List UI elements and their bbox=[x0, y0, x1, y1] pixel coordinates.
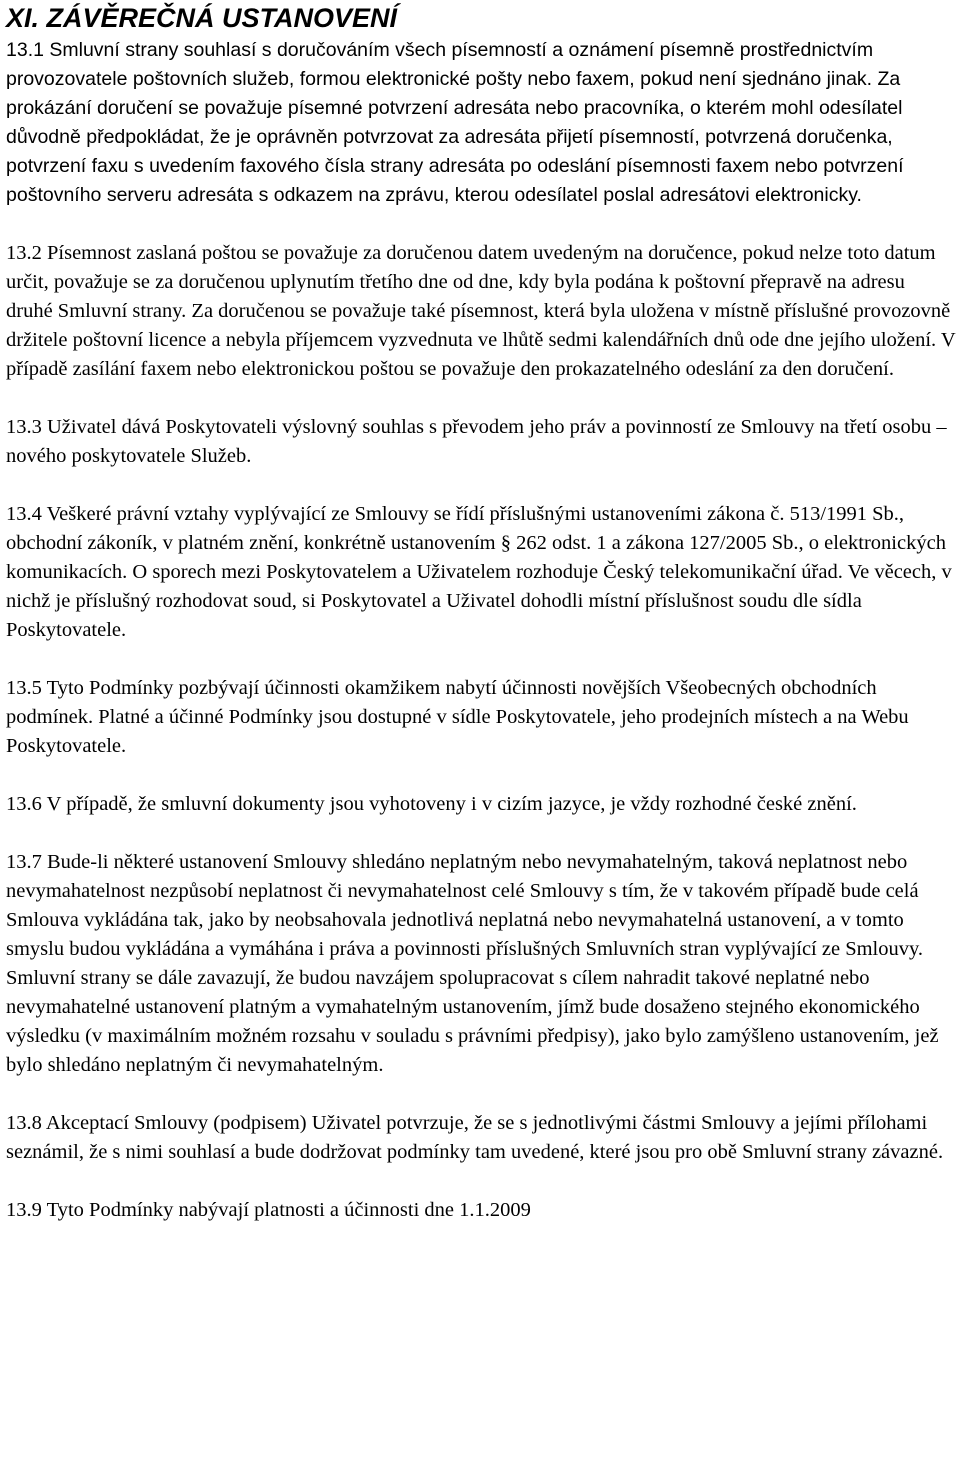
clause-paragraph bbox=[6, 1196, 956, 1225]
clause-text: 13.9 Tyto Podmínky nabývají platnosti a účinnosti dne 1.1.2009 bbox=[6, 1199, 531, 1221]
clause-paragraph bbox=[6, 674, 956, 761]
clauses-container bbox=[6, 36, 956, 1225]
clause-text: 13.5 Tyto Podmínky pozbývají účinnosti okamžikem nabytí účinnosti novějších Všeobecných obchodních podmínek. Platné a účinné Podmínky jsou dostupné v sídle Poskytovatele, jeho prodejních místech a na Webu Poskytovatele. bbox=[6, 677, 909, 757]
clause-paragraph bbox=[6, 1109, 956, 1167]
section-heading: XI. ZÁVĚREČNÁ USTANOVENÍ bbox=[6, 3, 398, 33]
clause-text: 13.2 Písemnost zaslaná poštou se považuje za doručenou datem uvedeným na doručence, pokud nelze toto datum určit, považuje se za doručenou uplynutím třetího dne od dne, kdy byla podána k poštovní přepravě na adresu druhé Smluvní strany. Za doručenou se považuje také písemnost, která byla uložena v místně příslušné provozovně držitele poštovní licence a nebyla příjemcem vyzvednuta ve lhůtě sedmi kalendářních dnů ode dne jejího uložení. V případě zasílání faxem nebo elektronickou poštou se považuje den prokazatelného odeslání za den doručení. bbox=[6, 242, 956, 380]
clause-paragraph bbox=[6, 413, 956, 471]
clause-text: 13.3 Uživatel dává Poskytovateli výslovný souhlas s převodem jeho práv a povinností ze Smlouvy na třetí osobu – nového poskytovatele Služeb. bbox=[6, 416, 947, 467]
clause-text: 13.8 Akceptací Smlouvy (podpisem) Uživatel potvrzuje, že se s jednotlivými částmi Smlouvy a jejími přílohami seznámil, že s nimi souhlasí a bude dodržovat podmínky tam uvedené, které jsou pro obě Smluvní strany závazné. bbox=[6, 1112, 944, 1163]
clause-text: 13.7 Bude-li některé ustanovení Smlouvy shledáno neplatným nebo nevymahatelným, taková neplatnost nebo nevymahatelnost nezpůsobí neplatnost či nevymahatelnost celé Smlouvy s tím, že v takovém případě bude celá Smlouva vykládána tak, jako by neobsahovala jednotlivá neplatná nebo nevymahatelná ustanovení, a v tomto smyslu budou vykládána a vymáhána i práva a povinnosti příslušných Smluvních stran vyplývající ze Smlouvy. Smluvní strany se dále zavazují, že budou navzájem spolupracovat s cílem nahradit takové neplatné nebo nevymahatelné ustanovení platným a vymahatelným ustanovením, jímž bude dosaženo stejného ekonomického výsledku (v maximálním možném rozsahu v souladu s právními předpisy), jako bylo zamýšleno ustanovením, jež bylo shledáno neplatným či nevymahatelným. bbox=[6, 851, 939, 1076]
clause-paragraph bbox=[6, 239, 956, 384]
clause-paragraph bbox=[6, 790, 956, 819]
document-page bbox=[6, 0, 956, 1225]
clause-paragraph bbox=[6, 36, 956, 210]
clause-text: 13.4 Veškeré právní vztahy vyplývající ze Smlouvy se řídí příslušnými ustanoveními zákona č. 513/1991 Sb., obchodní zákoník, v platném znění, konkrétně ustanovením § 262 odst. 1 a zákona 127/2005 Sb., o elektronických komunikacích. O sporech mezi Poskytovatelem a Uživatelem rozhoduje Český telekomunikační úřad. Ve věcech, v nichž je příslušný rozhodovat soud, si Poskytovatel a Uživatel dohodli místní příslušnost soudu dle sídla Poskytovatele. bbox=[6, 503, 952, 641]
clause-paragraph bbox=[6, 500, 956, 645]
clause-paragraph bbox=[6, 848, 956, 1080]
clause-text: 13.1 Smluvní strany souhlasí s doručováním všech písemností a oznámení písemně prostřednictvím provozovatele poštovních služeb, formou elektronické pošty nebo faxem, pokud není sjednáno jinak. Za prokázání doručení se považuje písemné potvrzení adresáta nebo pracovníka, o kterém mohl odesílatel důvodně předpokládat, že je oprávněn potvrzovat za adresáta přijetí písemností, potvrzená doručenka, potvrzení faxu s uvedením faxového čísla strany adresáta po odeslání písemnosti faxem nebo potvrzení poštovního serveru adresáta s odkazem na zprávu, kterou odesílatel poslal adresátovi elektronicky. bbox=[6, 39, 904, 206]
clause-text: 13.6 V případě, že smluvní dokumenty jsou vyhotoveny i v cizím jazyce, je vždy rozhodné české znění. bbox=[6, 793, 857, 815]
